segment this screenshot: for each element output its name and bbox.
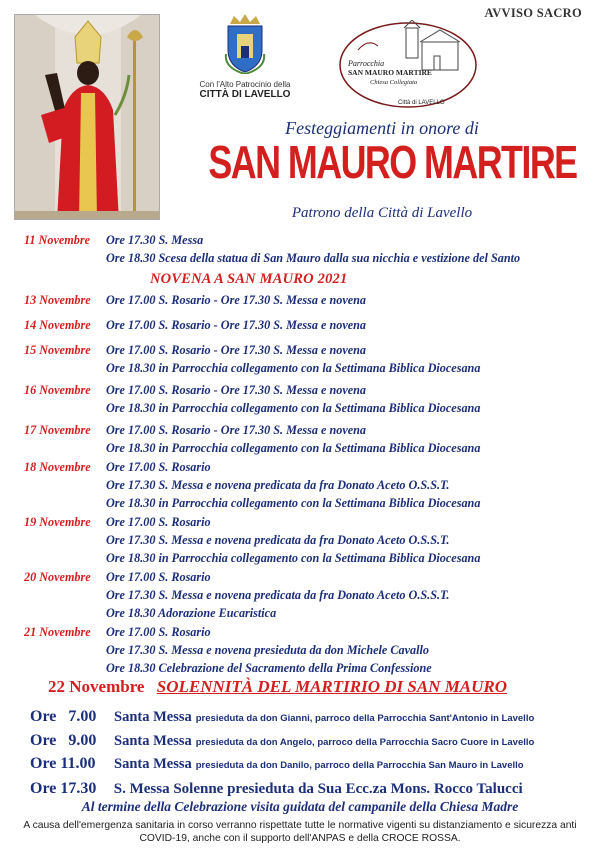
title-pre: Festeggiamenti in onore di [285,118,479,138]
schedule-line: Ore 17.00 S. Rosario - Ore 17.30 S. Messa e novena [106,423,367,437]
schedule-day: 18 Novembre [24,460,91,474]
schedule-day: 14 Novembre [24,318,91,332]
schedule-lines [106,625,432,679]
schedule-line: Ore 18.30 in Parrocchia collegamento con la Settimana Biblica Diocesana [106,496,481,510]
title-sub: Patrono della Città di Lavello [291,205,473,221]
schedule-line: Ore 17.00 S. Rosario - Ore 17.30 S. Messa e novena [106,383,367,397]
schedule-line: Ore 17.00 S. Rosario - Ore 17.30 S. Messa e novena [106,343,367,357]
schedule-line: Ore 18.30 in Parrocchia collegamento con la Settimana Biblica Diocesana [106,551,481,565]
schedule-day: 16 Novembre [24,383,91,397]
schedule-lines [106,318,366,333]
saint-statue-image [14,14,160,220]
footer-note: A causa dell'emergenza sanitaria in corso verranno rispettate tutte le normative vigenti su distanziamento e sicurezza anti COVID-19, anche con il supporto dell'ANPAS e della CROCE ROSSA. [23,820,577,844]
solemn-time: Ore 17.30 [30,780,97,797]
mass-desc: presieduta da don Gianni, parroco della Parrocchia Sant'Antonio in Lavello [195,713,535,724]
schedule-line: Ore 18.30 Adorazione Eucaristica [106,606,277,620]
schedule-day: 21 Novembre [24,625,91,639]
schedule-day: 15 Novembre [24,343,91,357]
parish-name [348,60,432,86]
city-crest-icon [222,14,268,74]
mass-desc: presieduta da don Danilo, parroco della Parrocchia San Mauro in Lavello [195,760,524,771]
schedule-lines [106,293,366,308]
mass-name: Santa Messa [114,709,192,725]
schedule-line: Ore 18.30 in Parrocchia collegamento con la Settimana Biblica Diocesana [106,441,481,455]
schedule-day: 20 Novembre [24,570,91,584]
city-patronage-block [190,14,300,100]
schedule-lines [106,383,480,419]
schedule-day: 11 Novembre [24,233,91,247]
schedule-lines [106,570,449,624]
mass-desc: presieduta da don Angelo, parroco della Parrocchia Sacro Cuore in Lavello [195,737,535,748]
schedule-line: Ore 17.00 S. Rosario - Ore 17.30 S. Messa e novena [106,293,367,307]
solemnity-heading [48,677,507,697]
schedule-line: Ore 17.30 S. Messa [106,233,204,247]
schedule-line: Ore 17.30 S. Messa e novena predicata da fra Donato Aceto O.S.S.T. [106,533,450,547]
patronage-line: Con l'Alto Patrocinio della [199,80,291,89]
schedule-line: Ore 18.30 Scesa della statua di San Mauro dalla sua nicchia e vestizione del Santo [106,251,521,265]
schedule-line: Ore 17.30 S. Messa e novena predicata da fra Donato Aceto O.S.S.T. [106,588,450,602]
mass-time: Ore 7.00 [30,708,97,725]
schedule-day: 19 Novembre [24,515,91,529]
closing-line: Al termine della Celebrazione visita guidata del campanile della Chiesa Madre [81,799,519,814]
schedule-line: Ore 17.00 S. Rosario - Ore 17.30 S. Messa e novena [106,318,367,332]
schedule-day: 17 Novembre [24,423,91,437]
mass-name: Santa Messa [114,733,192,749]
mass-name: Santa Messa [114,756,192,772]
schedule-line: Ore 17.30 S. Messa e novena predicata da fra Donato Aceto O.S.S.T. [106,478,450,492]
parish-city: Città di LAVELLO [398,100,445,106]
schedule-day: 13 Novembre [24,293,91,307]
mass-time: Ore 9.00 [30,732,97,749]
mass-row [30,708,534,726]
schedule-line: Ore 18.30 in Parrocchia collegamento con la Settimana Biblica Diocesana [106,401,481,415]
notice-label: AVVISO SACRO [484,6,582,20]
schedule-lines [106,343,480,379]
solemn-text: S. Messa Solenne presieduta da Sua Ecc.za Mons. Rocco Talucci [113,781,523,797]
city-name: CITTÀ DI LAVELLO [199,89,291,100]
solemnity-day: 22 Novembre [48,677,145,696]
parish-line2: SAN MAURO MARTIRE [348,67,432,77]
mass-row [30,732,534,750]
schedule-lines [106,460,480,514]
schedule-line: Ore 18.30 in Parrocchia collegamento con la Settimana Biblica Diocesana [106,361,481,375]
schedule-line: Ore 17.00 S. Rosario [106,625,211,639]
schedule-lines [106,423,480,459]
solemnity-title: SOLENNITÀ DEL MARTIRIO DI SAN MAURO [156,677,508,696]
schedule-line: Ore 18.30 Celebrazione del Sacramento della Prima Confessione [106,661,432,675]
schedule-lines [106,515,480,569]
page-title: SAN MAURO MARTIRE [208,136,577,188]
solemn-mass-row [30,780,523,798]
schedule-line: Ore 17.00 S. Rosario [106,515,211,529]
schedule-line: Ore 17.00 S. Rosario [106,570,211,584]
schedule-lines [106,233,520,269]
novena-title: NOVENA A SAN MAURO 2021 [150,271,348,287]
parish-logo [338,20,478,110]
parish-line3: Chiesa Collegiata [370,78,418,86]
schedule-line: Ore 17.00 S. Rosario [106,460,211,474]
mass-time: Ore 11.00 [30,755,96,772]
mass-row [30,755,524,773]
schedule-line: Ore 17.30 S. Messa e novena presieduta da don Michele Cavallo [106,643,429,657]
parish-line1: Parrocchia [348,59,385,68]
